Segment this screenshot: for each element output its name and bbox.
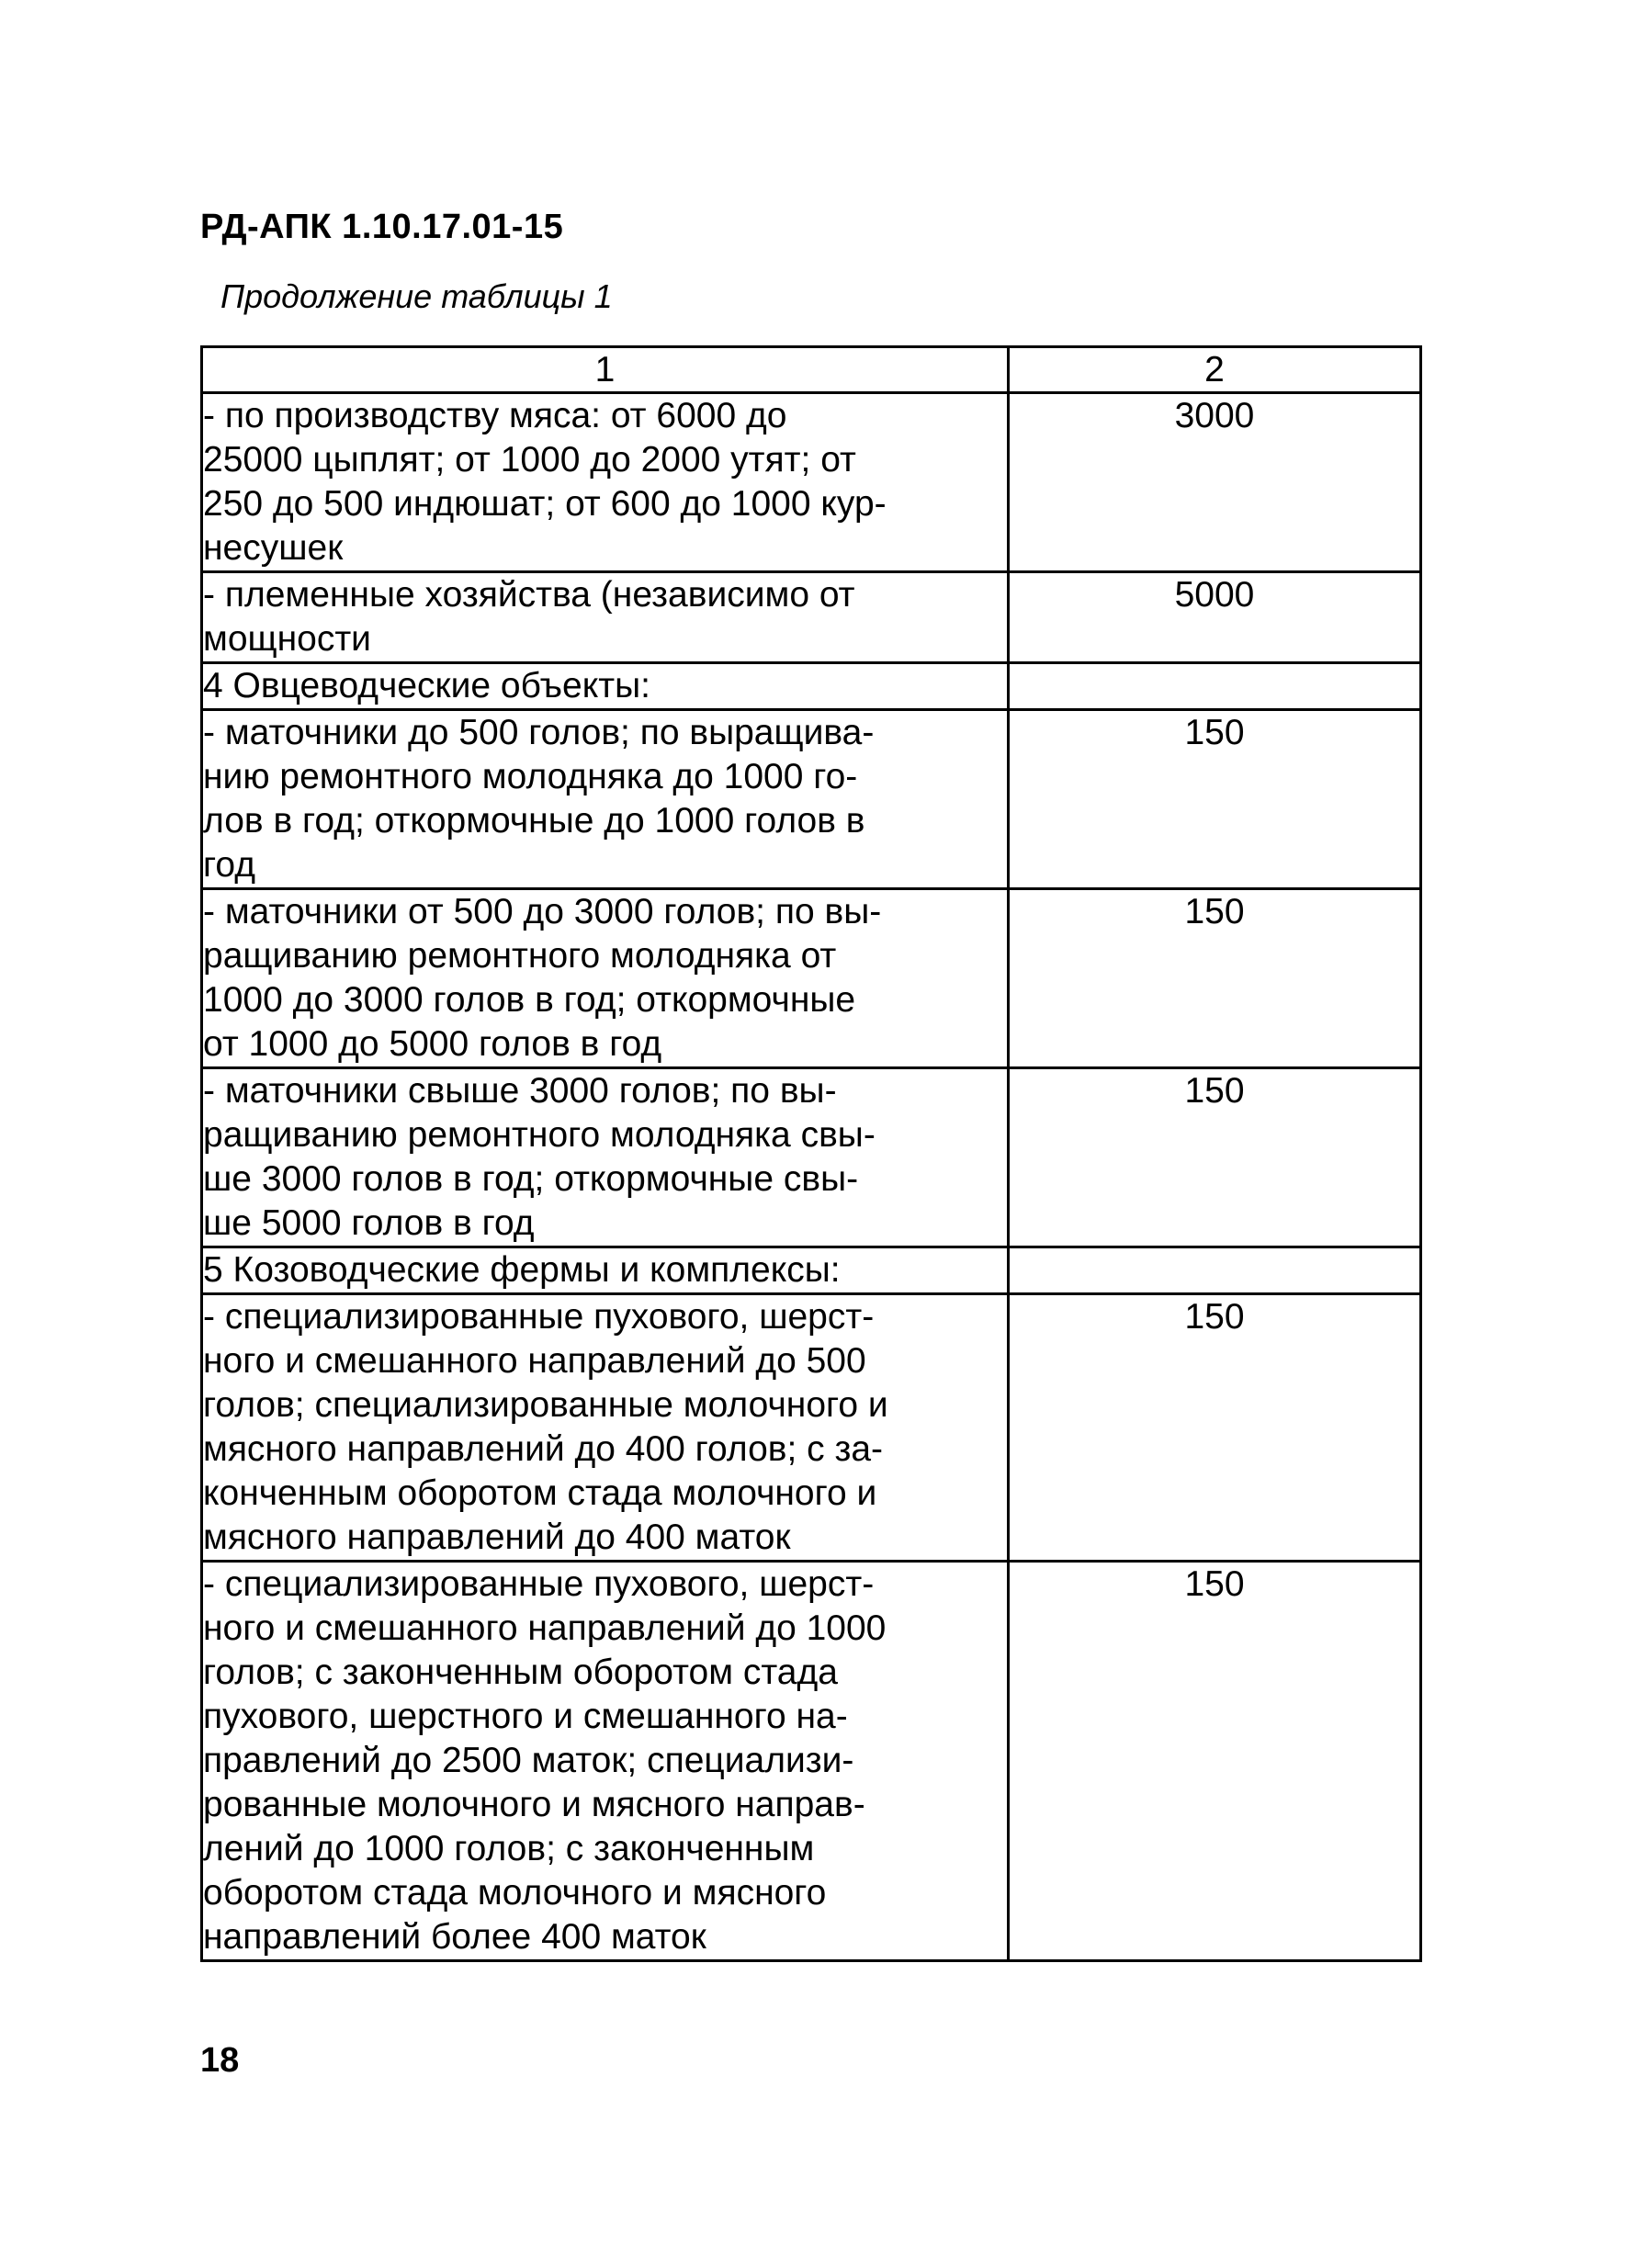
value-cell [1009, 663, 1421, 710]
value-cell [1009, 1247, 1421, 1294]
section-title-cell [202, 663, 1009, 710]
description-line: мясного направлений до 400 голов; с за- [203, 1429, 884, 1469]
value-cell: 150 [1009, 889, 1421, 1068]
value-cell: 150 [1009, 1562, 1421, 1961]
table-row [202, 572, 1421, 663]
description-line: 250 до 500 индюшат; от 600 до 1000 кур- [203, 484, 887, 524]
description-line: - по производству мяса: от 6000 до [203, 396, 787, 435]
description-line: голов; специализированные молочного и [203, 1385, 888, 1425]
description-line: мясного направлений до 400 маток [203, 1518, 791, 1557]
section-row [202, 1247, 1421, 1294]
description-line: - специализированные пухового, шерст- [203, 1564, 875, 1604]
description-line: - маточники до 500 голов; по выращива- [203, 713, 875, 752]
description-cell [202, 1294, 1009, 1562]
document-code: РД-АПК 1.10.17.01-15 [200, 208, 564, 246]
section-title-cell [202, 1247, 1009, 1294]
description-cell [202, 572, 1009, 663]
value-cell: 150 [1009, 1068, 1421, 1247]
description-line: мощности [203, 619, 371, 659]
description-cell [202, 1562, 1009, 1961]
description-line: голов; с законченным оборотом стада [203, 1653, 838, 1692]
column-header-1: 1 [202, 347, 1009, 393]
description-line: направлений более 400 маток [203, 1917, 706, 1957]
table-row [202, 710, 1421, 889]
description-line: ного и смешанного направлений до 500 [203, 1341, 866, 1381]
table-body [202, 347, 1421, 1961]
value-cell: 5000 [1009, 572, 1421, 663]
value-cell: 150 [1009, 1294, 1421, 1562]
description-line: год [203, 845, 255, 885]
page-number: 18 [200, 2041, 240, 2080]
description-cell [202, 889, 1009, 1068]
description-line: лений до 1000 голов; с законченным [203, 1829, 815, 1868]
description-line: несушек [203, 528, 344, 568]
description-line: 1000 до 3000 голов в год; откормочные [203, 980, 856, 1020]
description-line: 25000 цыплят; от 1000 до 2000 утят; от [203, 440, 856, 480]
section-row [202, 663, 1421, 710]
description-line: лов в год; откормочные до 1000 голов в [203, 801, 865, 841]
description-line: 5 Козоводческие фермы и комплексы: [203, 1250, 841, 1290]
description-line: - племенные хозяйства (независимо от [203, 575, 855, 615]
description-line: оборотом стада молочного и мясного [203, 1873, 827, 1913]
description-line: ращиванию ремонтного молодняка от [203, 936, 837, 976]
description-line: рованные молочного и мясного направ- [203, 1785, 865, 1824]
data-table [200, 345, 1422, 1962]
description-cell [202, 393, 1009, 572]
description-line: - специализированные пухового, шерст- [203, 1297, 875, 1337]
description-line: пухового, шерстного и смешанного на- [203, 1697, 848, 1736]
value-cell: 150 [1009, 710, 1421, 889]
description-cell [202, 710, 1009, 889]
table-row [202, 1294, 1421, 1562]
table-row [202, 1068, 1421, 1247]
description-line: - маточники от 500 до 3000 голов; по вы- [203, 892, 882, 931]
description-line: ного и смешанного направлений до 1000 [203, 1608, 887, 1648]
description-line: конченным оборотом стада молочного и [203, 1473, 877, 1513]
description-line: - маточники свыше 3000 голов; по вы- [203, 1071, 837, 1111]
table-header-row [202, 347, 1421, 393]
description-line: от 1000 до 5000 голов в год [203, 1024, 662, 1064]
table-row [202, 889, 1421, 1068]
value-cell: 3000 [1009, 393, 1421, 572]
description-line: 4 Овцеводческие объекты: [203, 666, 650, 705]
description-line: ше 5000 голов в год [203, 1203, 535, 1243]
column-header-2: 2 [1009, 347, 1421, 393]
description-line: нию ремонтного молодняка до 1000 го- [203, 757, 858, 796]
description-cell [202, 1068, 1009, 1247]
description-line: ше 3000 голов в год; откормочные свы- [203, 1159, 859, 1199]
table-row [202, 1562, 1421, 1961]
table-row [202, 393, 1421, 572]
table-caption: Продолжение таблицы 1 [220, 277, 613, 315]
description-line: ращиванию ремонтного молодняка свы- [203, 1115, 876, 1155]
description-line: правлений до 2500 маток; специализи- [203, 1741, 854, 1780]
